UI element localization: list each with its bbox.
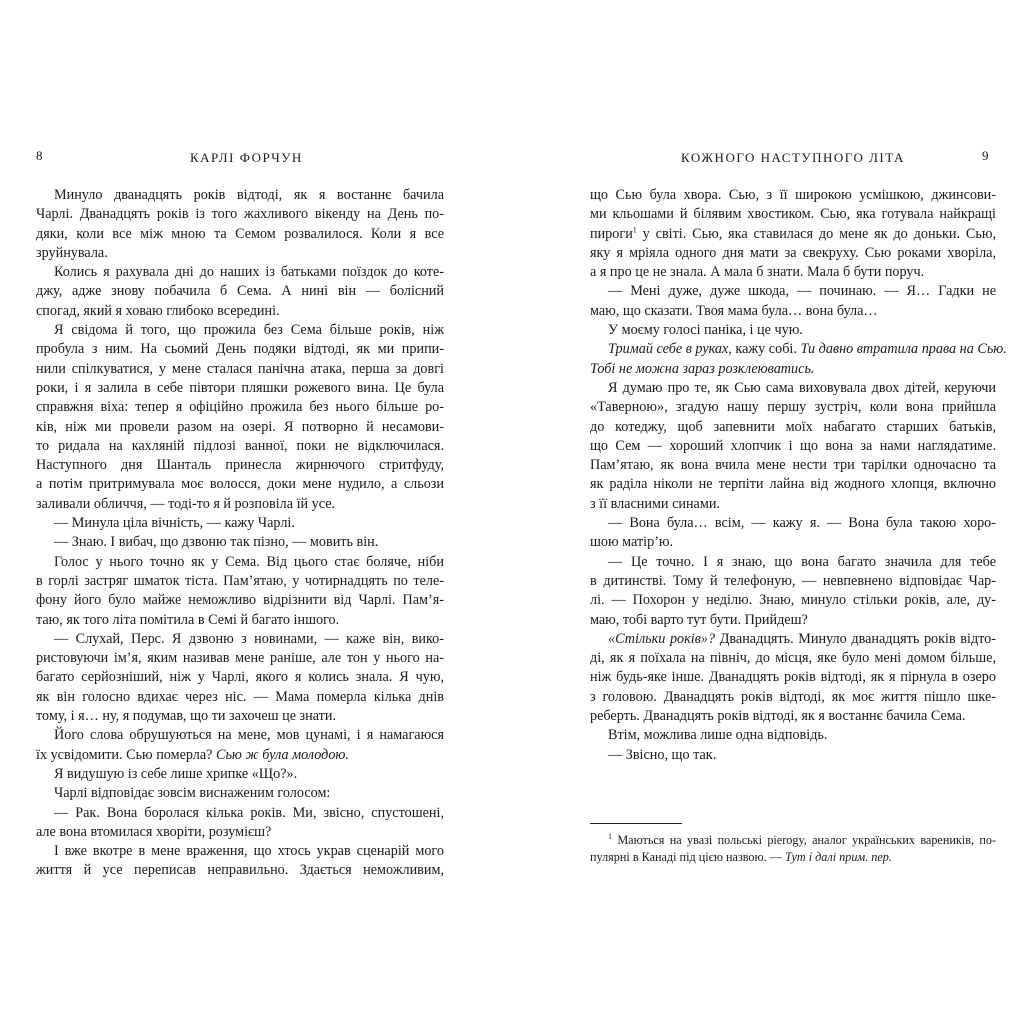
running-head-title: КОЖНОГО НАСТУПНОГО ЛІТА [681,150,905,165]
text-run: в дитинстві. Тому й телефоную, — невпевнено відповідає Чар- [590,572,996,589]
text-line [590,360,996,379]
text-run: ків, ніж ми провели разом на озері. Я потворно й несамови- [36,418,444,435]
text-line [36,186,444,205]
text-line [590,437,996,456]
page-number: 8 [36,148,43,163]
text-line [590,205,996,224]
text-run: ді, як я поїхала на північ, до місця, яке було мені домом більше, [590,650,996,667]
text-line [36,572,444,591]
text-run: Чарлі. Дванадцять років із того жахливого вікенду на День по- [36,206,444,223]
text-run: ніж будь-яке інше. Дванадцять років відтоді, як я пірнула в озеро [590,669,996,686]
text-run: ристовуючи ім’я, яким називав мене раніше, але тон у нього на- [36,650,444,667]
text-line [590,282,996,301]
text-run: як раділа ніколи не терпіти лайна від жодного хлопця, включно [590,476,996,493]
text-run: таю, як того літа помітила в Семі й багато іншого. [36,611,340,628]
text-run: — Звісно, що так. [608,746,717,763]
text-line [36,282,444,301]
text-line [590,668,996,687]
text-run: І вже вкотре в мене враження, що хтось украв сценарій мого [54,843,444,860]
page-number: 9 [982,148,989,163]
text-run: — Вона була… всім, — кажу я. — Вона була такою хоро- [608,515,996,532]
text-run: спогад, який я ховаю глибоко всередині. [36,302,280,319]
running-head-author: КАРЛІ ФОРЧУН [190,150,303,165]
text-line [590,611,996,630]
text-line [36,823,444,842]
italic-run: Тут і далі прим. пер. [784,850,892,864]
text-run: роки, і я залила в себе півтори пляшки рожевого вина. Це була [36,379,444,396]
text-run: маю, тобі варто тут бути. Прийдеш? [590,611,808,628]
body-text [36,186,444,881]
footnote-rule [590,823,682,824]
footnote [590,832,996,866]
text-run: зруйнувала. [36,244,108,261]
text-run: Наступного дня Шанталь принесла жирнючого стритфуду, [36,457,444,474]
text-line [36,456,444,475]
text-line [36,495,444,514]
text-line [590,514,996,533]
text-line [590,340,1007,359]
italic-run: «Стільки років»? [608,630,716,647]
text-line [36,225,444,244]
text-line [36,321,444,340]
text-line [590,553,996,572]
text-run: життя й усе переписав неправильно. Здається неможливим, [36,862,444,879]
text-run: заливали обличчя, — тоді-то я й розповіла їй усе. [36,495,336,512]
text-line [590,572,996,591]
text-line [36,591,444,610]
italic-run: Ти давно втратила права на Сью. [800,341,1007,358]
text-run: — Рак. Вона боролася кілька років. Ми, звісно, спустошені, [54,804,444,821]
text-run: У моєму голосі паніка, і це чую. [608,322,803,339]
text-run: Минуло дванадцять років відтоді, як я востаннє бачила [54,187,444,203]
text-run: у світі. Сью, яка ставилася до мене як до доньки. Сью, [636,225,996,242]
text-run: а я про це не знала. А мала б знати. Мала б бути поруч. [590,264,925,281]
text-run: нили спілкуватися, у мене сталася панічна атака, перша за довгі [36,360,444,377]
text-line [590,302,996,321]
text-line [36,263,444,282]
text-line [36,244,444,263]
text-run: Втім, можлива лише одна відповідь. [608,727,828,744]
text-line [36,707,444,726]
text-line [590,225,996,244]
text-line [36,302,444,321]
body-text [590,186,1007,765]
text-run: їх усвідомити. Сью померла? [36,746,217,763]
text-run: а потім притримувала моє волосся, доки мене нудило, а сльози [36,476,444,493]
text-line [36,765,444,784]
text-line [590,495,996,514]
text-run: маю, що сказати. Твоя мама була… вона була… [590,302,878,319]
text-run: пулярні в Канаді під цією назвою. — [590,850,785,864]
text-run: — Минула ціла вічність, — кажу Чарлі. [54,515,295,532]
text-line [590,475,996,494]
text-run: з головою. Дванадцять років відтоді, як моє життя пішло шке- [590,688,996,705]
text-run: — Мені дуже, дуже шкода, — починаю. — Я… Гадки не [608,283,996,300]
text-run: яку я мріяла одного дня мати за свекруху. Сью роками хворіла, [590,244,996,261]
text-run: кажу собі. [731,341,801,358]
text-run: Я видушую із себе лише хрипке «Що?». [54,765,298,782]
text-line [590,263,996,282]
text-run: пробула з ним. На сьомий День подяки відтоді, як ми припи- [36,341,444,358]
text-line [36,842,444,861]
text-run: «Таверною», згадую нашу першу зустріч, коли вона прийшла [590,399,996,416]
text-line [36,861,444,880]
text-run: шою матір’ю. [590,534,674,551]
footnote-ref: 1 [632,224,637,234]
right-page [512,0,1024,1024]
text-run: — Слухай, Перс. Я дзвоню з новинами, — каже він, вико- [54,630,444,647]
text-run: ми кльошами й білявим хвостиком. Сью, яка готувала найкращі [590,206,996,223]
text-line [590,533,996,552]
text-run: Пам’ятаю, як вона вчила мене нести три тарілки одночасно та [590,457,996,474]
text-line [36,611,444,630]
text-run: джу, адже знову побачила б Сема. А нині він — болісний [36,283,444,300]
text-run: — Це точно. І я знаю, що вона багато значила для тебе [608,553,996,570]
text-line [36,630,444,649]
text-line [590,849,996,866]
text-line [590,379,996,398]
text-run: Колись я рахувала дні до наших із батьками поїздок до коте- [54,264,444,281]
text-line [36,726,444,745]
text-line [36,514,444,533]
text-run: Я свідома й того, що прожила без Сема більше років, ніж [54,322,444,339]
text-line [36,379,444,398]
italic-run: Тобі не можна зараз розклеюватись. [590,360,815,377]
text-line [36,437,444,456]
text-run: Маються на увазі польські pierogy, аналог українських вареників, по- [612,833,996,847]
text-line [36,360,444,379]
text-line [590,832,996,849]
text-run: Його слова обрушуються на мене, мов цунамі, і я намагаюся [54,727,444,744]
text-run: то ридала на кахляній підлозі ванної, поки не відключилася. [36,437,444,454]
text-line [590,186,996,205]
text-run: фону його було майже неможливо відрізнити від Чарлі. Пам’я- [36,592,444,609]
text-run: Чарлі відповідає зовсім виснаженим голосом: [54,785,331,802]
text-run: багато серйозніший, ніж у Чарлі, якого я колись знала. Я чую, [36,669,444,686]
text-run: тому, і я… ну, я подумав, що ти захочеш це знати. [36,708,337,725]
text-line [590,630,996,649]
text-line [590,746,996,765]
text-line [36,804,444,823]
text-run: з її власними синами. [590,495,720,512]
text-line [590,456,996,475]
text-run: реберть. Дванадцять років відтоді, як я востаннє бачила Сема. [590,708,966,725]
text-run: Я думаю про те, як Сью сама виховувала двох дітей, керуючи [608,379,996,396]
text-run: дяки, коли все між мною та Семом розвалилося. Коли я все [36,225,444,242]
text-line [590,591,996,610]
italic-run: Сью ж була молодою. [216,746,349,763]
text-line [36,688,444,707]
text-run: але вона втомилася хворіти, розумієш? [36,823,272,840]
text-line [36,398,444,417]
text-line [590,418,996,437]
text-run: — Знаю. І вибач, що дзвоню так пізно, — мовить він. [54,534,379,551]
text-line [36,205,444,224]
text-line [590,688,996,707]
italic-run: Тримай себе в руках, [608,341,732,358]
text-run: до котеджу, щоб запевнити моїх набагато старших батьків, [590,418,996,435]
text-line [590,726,996,745]
text-line [36,340,444,359]
text-run: пироги [590,225,633,242]
text-line [590,707,996,726]
text-line [36,553,444,572]
text-line [590,398,996,417]
text-run: лі. — Похорон у неділю. Знаю, минуло стільки років, але, ду- [590,592,996,609]
text-line [36,649,444,668]
text-line [36,475,444,494]
text-run: як він голосно вдихає через ніс. — Мама померла кілька днів [36,688,444,705]
footnote-marker: 1 [608,831,612,841]
text-line [590,244,996,263]
text-line [36,418,444,437]
text-run: що Сью була хвора. Сью, з її широкою усмішкою, джинсови- [590,187,996,203]
text-line [590,321,996,340]
text-line [36,784,444,803]
text-run: Дванадцять. Минуло дванадцять років відто- [715,630,996,647]
text-run: що Сем — хороший хлопчик і що вона за нами наглядатиме. [590,437,996,454]
text-line [590,649,996,668]
text-run: Голос у нього точно як у Сема. Від цього стає боляче, ніби [54,553,444,570]
text-line [36,533,444,552]
text-line [36,746,444,765]
text-run: справжня віха: тепер я офіційно прожила без нього більше ро- [36,399,444,416]
text-run: в горлі застряг шматок тіста. Пам’ятаю, у чотирнадцять по теле- [36,572,444,589]
text-line [36,668,444,687]
